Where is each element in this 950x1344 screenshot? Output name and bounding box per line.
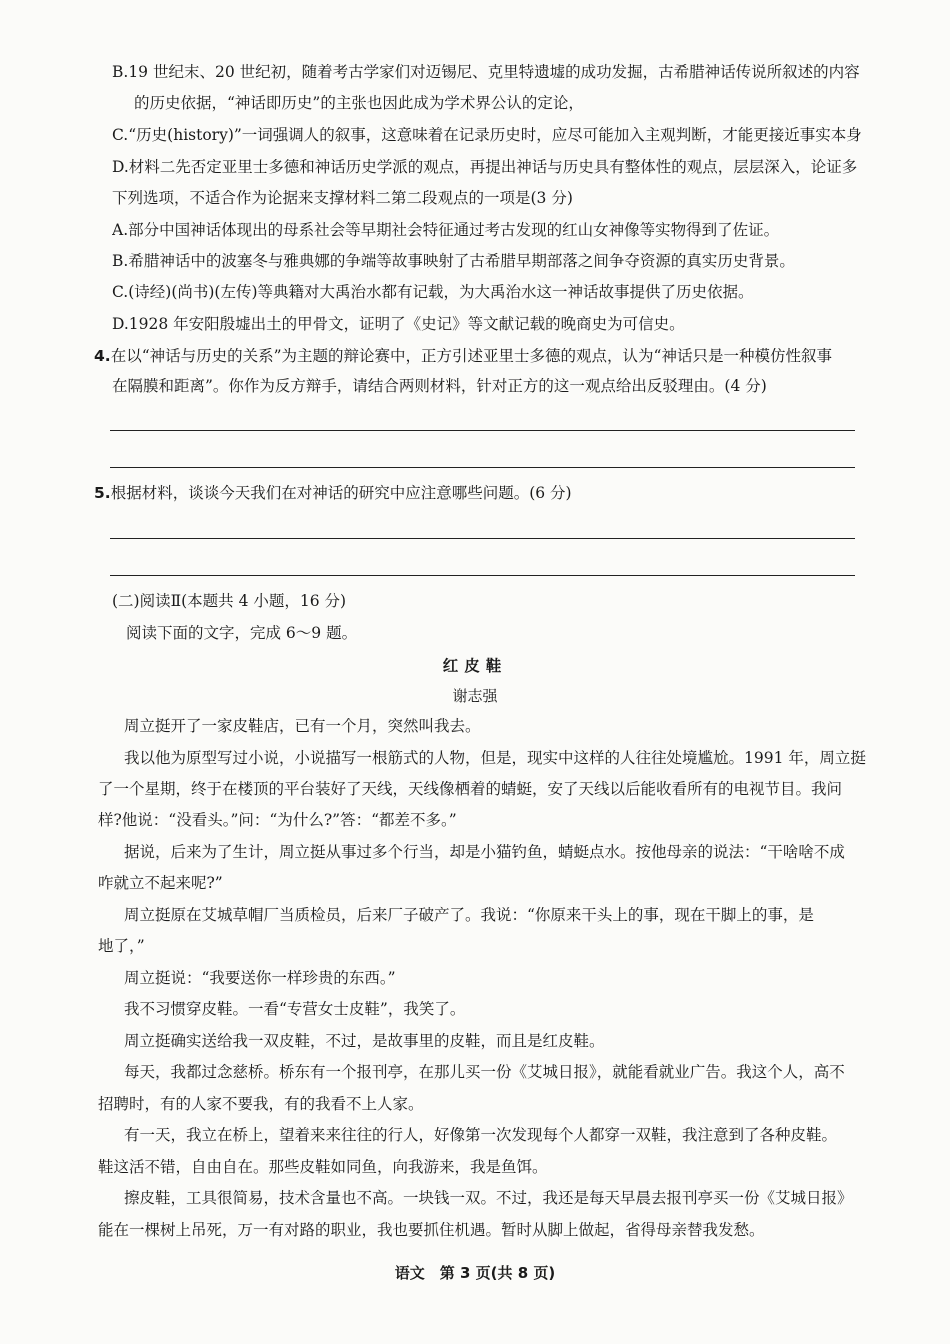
story-line: 据说，后来为了生计，周立挺从事过多个行当，却是小猫钓鱼，蜻蜓点水。按他母亲的说法：“干啥啥不成 (124, 843, 845, 861)
page-footer: 语文 第 3 页(共 8 页) (394, 1264, 556, 1282)
story-line: 招聘时，有的人家不要我，有的我看不上人家。 (98, 1095, 424, 1113)
story-line: 有一天，我立在桥上，望着来来往往的行人，好像第一次发现每个人都穿一双鞋，我注意到了各种皮鞋。 (124, 1126, 838, 1144)
q4-answer-line-1[interactable] (110, 430, 855, 431)
q3-option-b-line1: B.19 世纪末、20 世纪初，随着考古学家们对迈锡尼、克里特遗墟的成功发掘，古希腊神话传说所叙述的内容 (112, 63, 860, 81)
story-line: 周立挺开了一家皮鞋店，已有一个月，突然叫我去。 (124, 717, 481, 735)
q4-number: 4. (94, 347, 111, 365)
q5-line1 (94, 481, 950, 505)
story-line: 我以他为原型写过小说，小说描写一根筋式的人物，但是，现实中这样的人往往处境尴尬。1991 年，周立挺 (124, 749, 866, 767)
option-b: B.希腊神话中的波塞冬与雅典娜的争端等故事映射了古希腊早期部落之间争夺资源的真实历史背景。 (112, 252, 795, 270)
story-line: 周立挺确实送给我一双皮鞋，不过，是故事里的皮鞋，而且是红皮鞋。 (124, 1032, 605, 1050)
q4-text: 在以“神话与历史的关系”为主题的辩论赛中，正方引述亚里士多德的观点，认为“神话只是一种模仿性叙事 (110, 347, 832, 365)
question-stem: 下列选项，不适合作为论据来支撑材料二第二段观点的一项是(3 分) (112, 189, 573, 207)
q4-line2: 在隔膜和距离”。你作为反方辩手，请结合两则材料，针对正方的这一观点给出反驳理由。(4 分) (112, 377, 767, 395)
option-d: D.1928 年安阳殷墟出土的甲骨文，证明了《史记》等文献记载的晚商史为可信史。 (112, 315, 685, 333)
story-line: 了一个星期，终于在楼顶的平台装好了天线，天线像栖着的蜻蜓，安了天线以后能收看所有的电视节目。我问 (98, 780, 843, 798)
q3-option-b-line2: 的历史依据，“神话即历史”的主张也因此成为学术界公认的定论， (134, 94, 584, 112)
story-line: 地了，” (98, 937, 145, 955)
story-line: 我不习惯穿皮鞋。一看“专营女士皮鞋”，我笑了。 (124, 1000, 466, 1018)
section2-heading: (二)阅读Ⅱ(本题共 4 小题，16 分) (112, 592, 347, 610)
q5-text: 根据材料，谈谈今天我们在对神话的研究中应注意哪些问题。(6 分) (110, 484, 572, 502)
story-line: 鞋这活不错，自由自在。那些皮鞋如同鱼，向我游来，我是鱼饵。 (98, 1158, 548, 1176)
story-line: 样?他说：“没看头。”问：“为什么?”答：“都差不多。” (98, 811, 457, 829)
q5-answer-line-1[interactable] (110, 538, 855, 539)
section2-instruction: 阅读下面的文字，完成 6～9 题。 (126, 624, 358, 642)
q3-option-c: C.“历史(history)”一词强调人的叙事，这意味着在记录历史时，应尽可能加入主观判断，才能更接近事实本身 (112, 126, 862, 144)
option-c: C.(诗经)(尚书)(左传)等典籍对大禹治水都有记载，为大禹治水这一神话故事提供了历史依据。 (112, 283, 754, 301)
story-line: 周立挺原在艾城草帽厂当质检员，后来厂子破产了。我说：“你原来干头上的事，现在干脚上的事，是 (124, 906, 814, 924)
story-line: 周立挺说：“我要送你一样珍贵的东西。” (124, 969, 396, 987)
story-line: 咋就立不起来呢?” (98, 874, 223, 892)
story-line: 能在一棵树上吊死，万一有对路的职业，我也要抓住机遇。暂时从脚上做起，省得母亲替我发愁。 (98, 1221, 765, 1239)
q5-number: 5. (94, 484, 111, 502)
story-title: 红皮鞋 (442, 657, 508, 675)
q4-line1 (94, 344, 950, 368)
story-line: 每天，我都过念慈桥。桥东有一个报刊亭，在那儿买一份《艾城日报》，就能看就业广告。我这个人，高不 (124, 1063, 845, 1081)
q3-option-d: D.材料二先否定亚里士多德和神话历史学派的观点，再提出神话与历史具有整体性的观点，层层深入，论证多 (112, 158, 858, 176)
option-a: A.部分中国神话体现出的母系社会等早期社会特征通过考古发现的红山女神像等实物得到了佐证。 (112, 221, 780, 239)
story-author: 谢志强 (452, 687, 498, 705)
q5-answer-line-2[interactable] (110, 575, 855, 576)
story-line: 擦皮鞋，工具很简易，技术含量也不高。一块钱一双。不过，我还是每天早晨去报刊亭买一份《艾城日报》 (124, 1189, 853, 1207)
q4-answer-line-2[interactable] (110, 467, 855, 468)
